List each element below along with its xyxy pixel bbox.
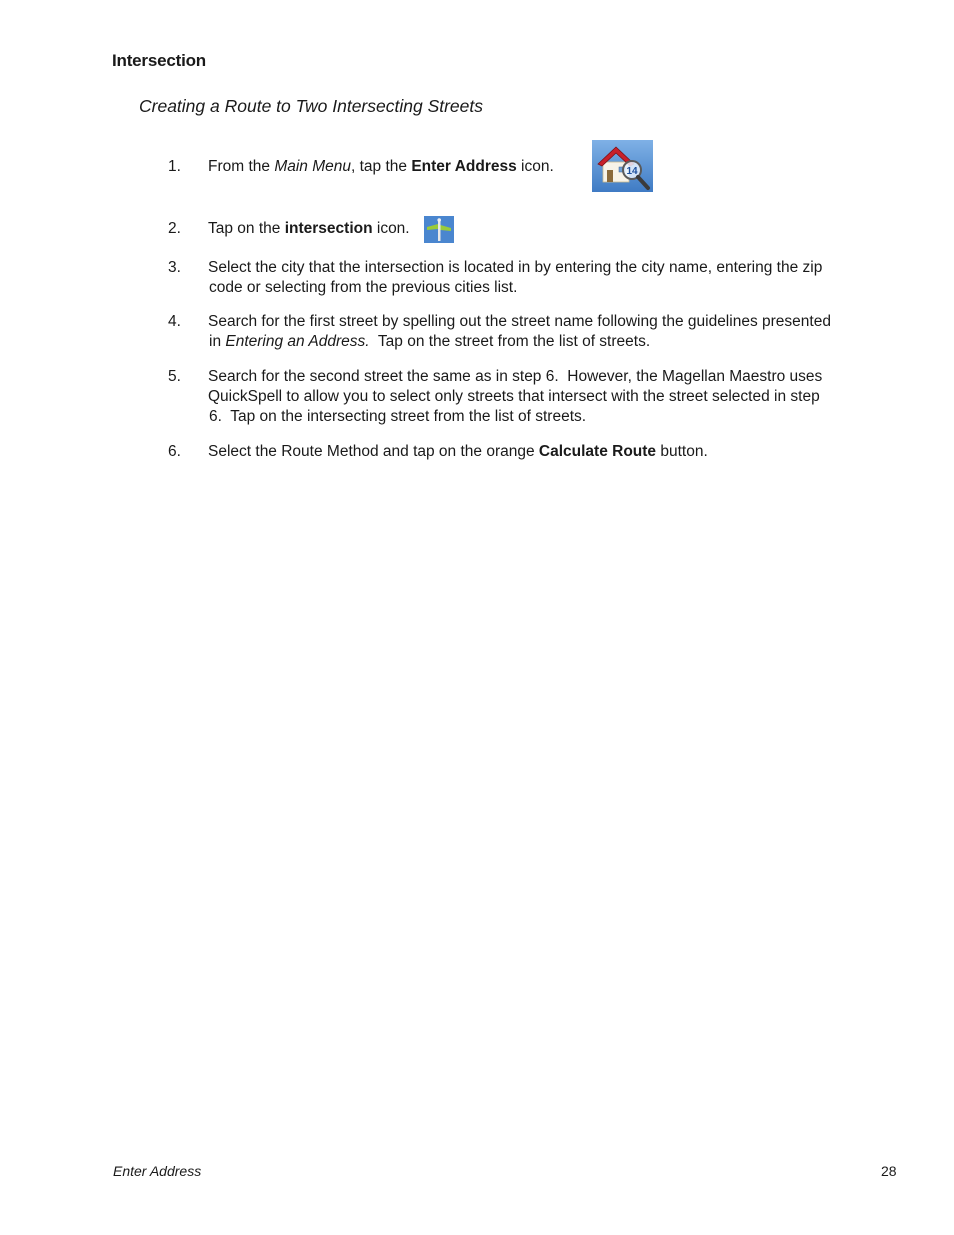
step-number: 6. — [168, 443, 181, 460]
sub-heading: Creating a Route to Two Intersecting Streets — [139, 96, 484, 116]
step-number: 2. — [168, 220, 181, 237]
step-text: Select the Route Method and tap on the orange Calculate Route button. — [208, 443, 708, 460]
step-number: 1. — [168, 158, 181, 175]
step-text: Select the city that the intersection is located in by entering the city name, entering the zip code or selecting from the previous cities list. — [208, 259, 823, 296]
enter-address-icon[interactable] — [592, 140, 653, 192]
step-text: Tap on the intersection icon. — [208, 220, 410, 237]
step-number: 3. — [168, 259, 181, 276]
step-number: 4. — [168, 313, 181, 330]
step-text: From the Main Menu, tap the Enter Address icon. — [208, 158, 554, 175]
page-number: 28 — [881, 1163, 897, 1179]
section-heading: Intersection — [112, 51, 206, 70]
step-number: 5. — [168, 368, 181, 385]
step-text: Search for the second street the same as in step 6. However, the Magellan Maestro uses QuickSpell to allow you to select only streets that intersect with the street selected in step 6. Tap on the intersecting street from the list of streets. — [208, 368, 823, 425]
svg-text:14: 14 — [626, 166, 638, 177]
step-text: Search for the first street by spelling out the street name following the guidelines presented in Entering an Address. Tap on the street from the list of streets. — [208, 313, 831, 350]
intersection-icon[interactable] — [424, 216, 454, 243]
footer-section-title: Enter Address — [113, 1163, 202, 1179]
